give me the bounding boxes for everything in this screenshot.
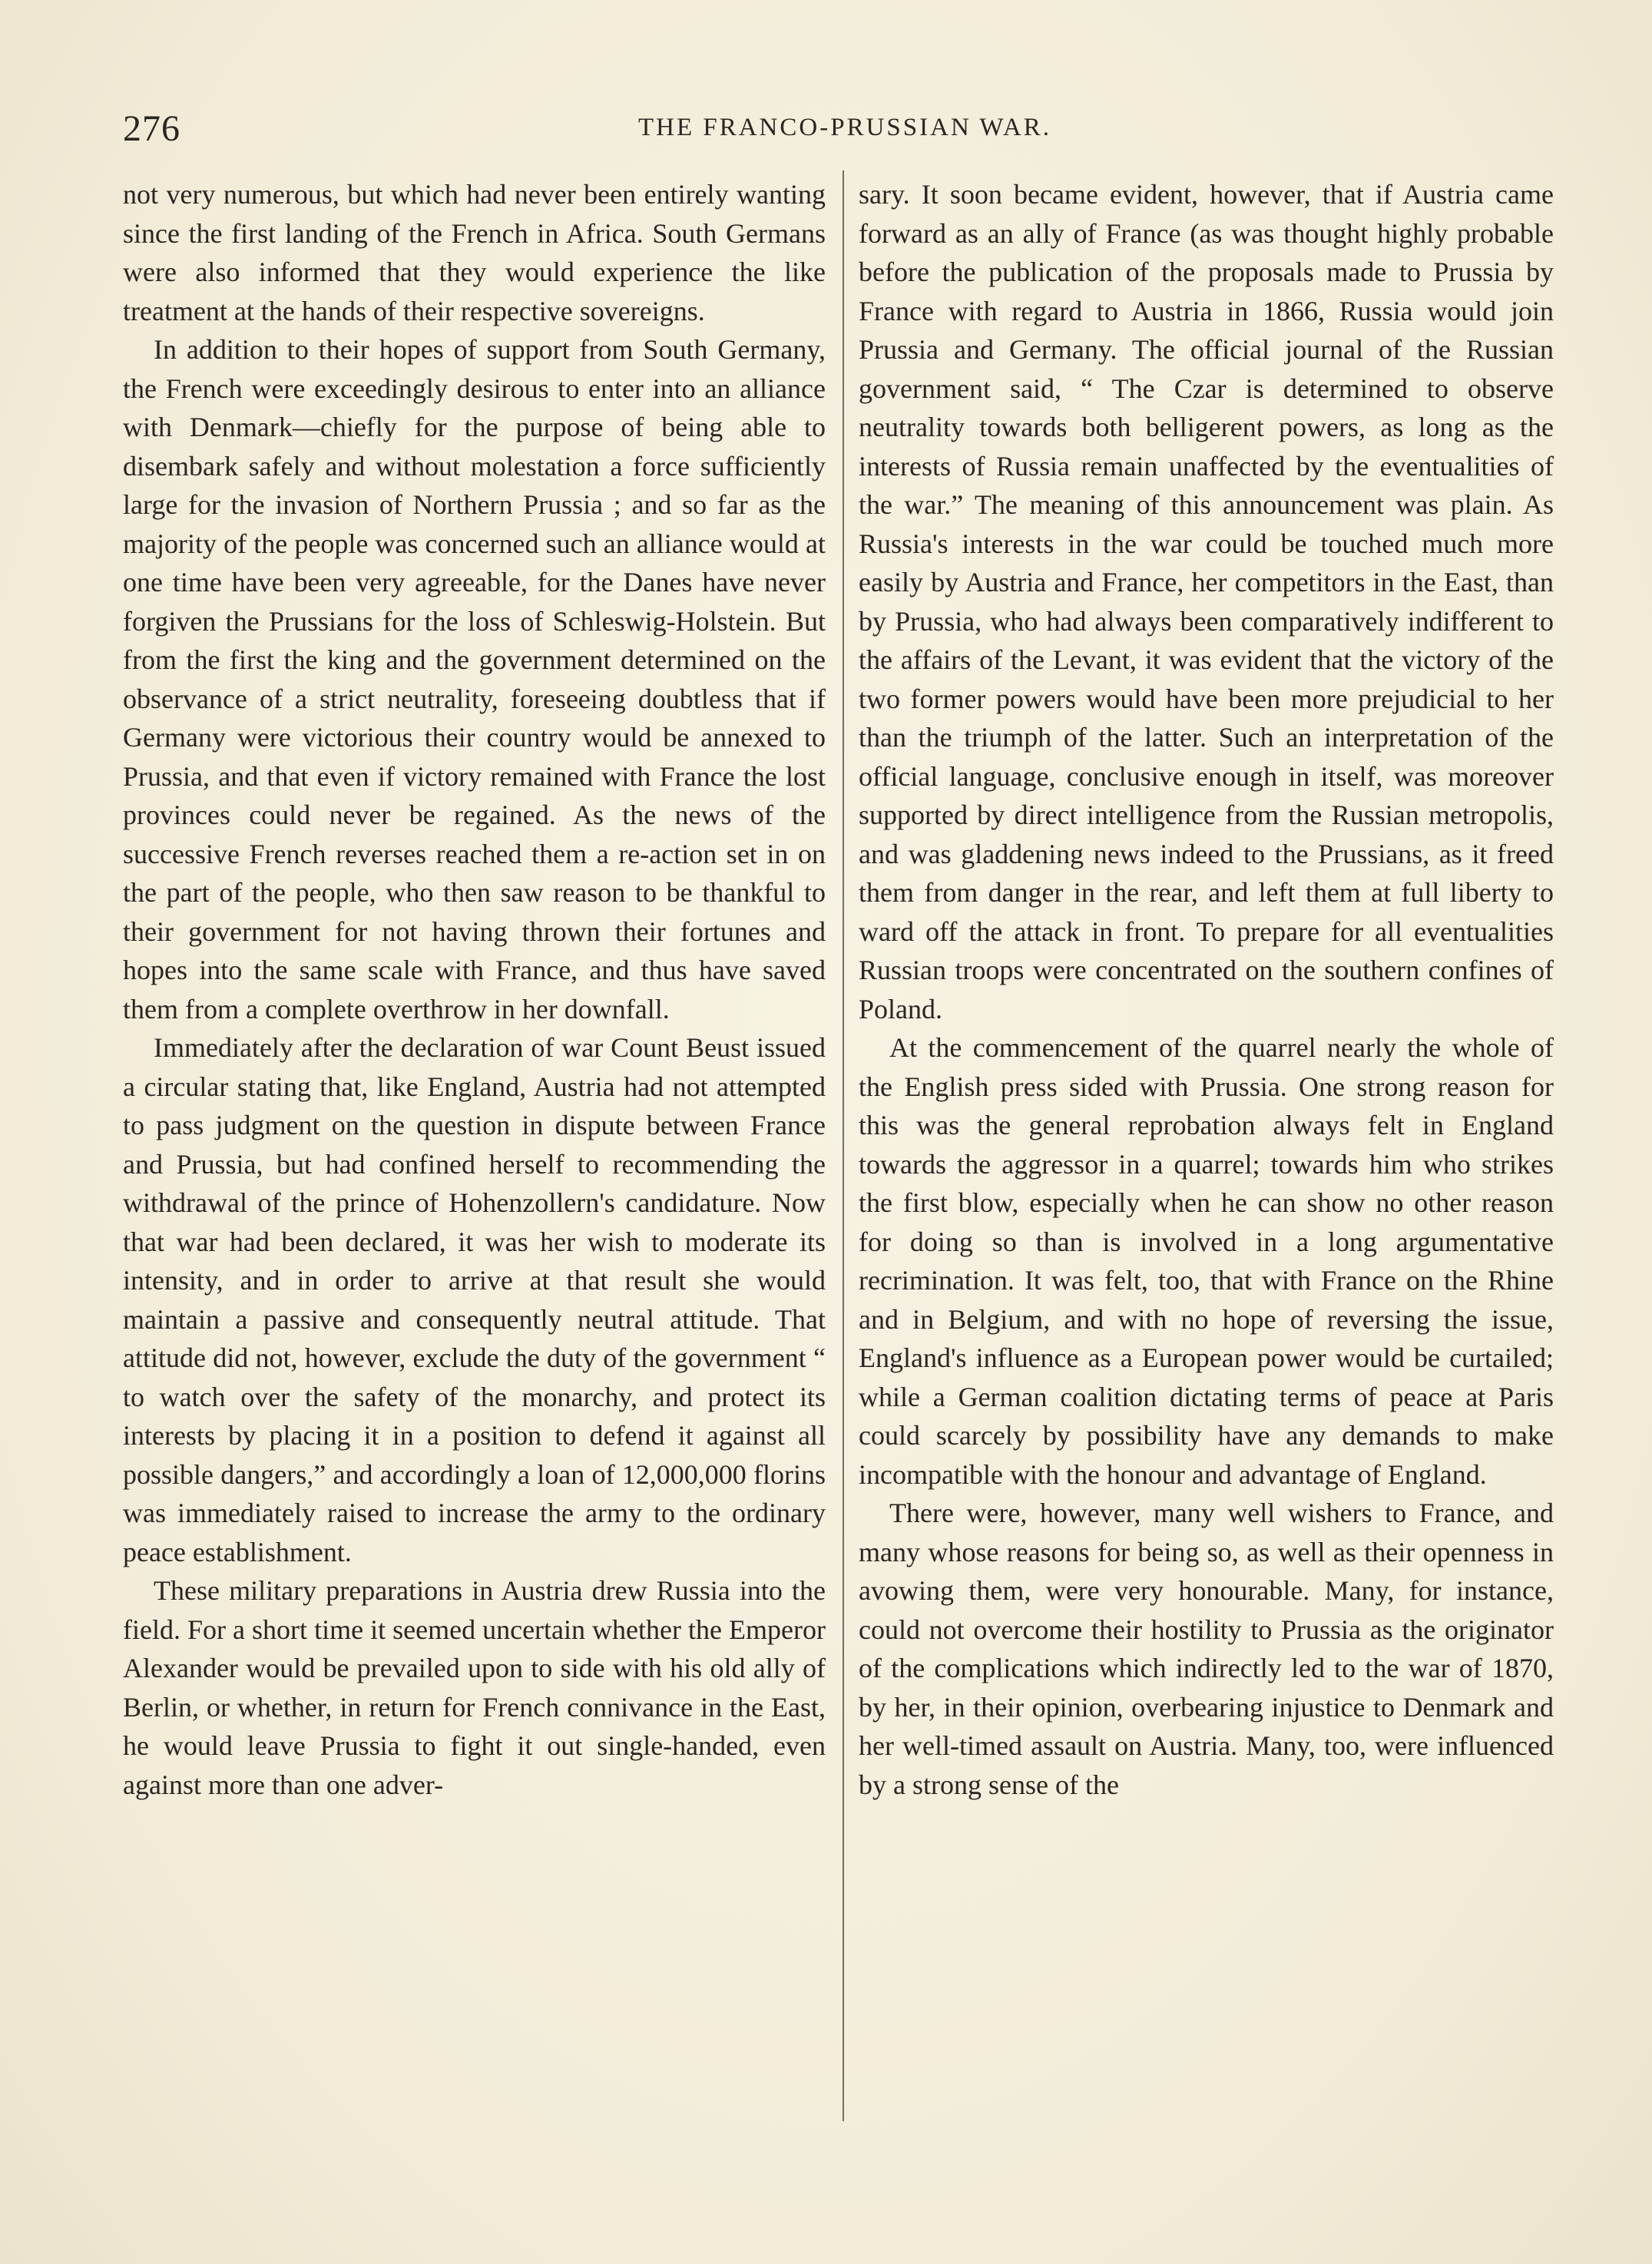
paragraph: There were, however, many well wishers to France, and many whose reasons for being so, as well as their openness in avowing them, were very honourable. Many, for instance, could not overcome their hostility to Prussia as the originator of the complications which indirectly led to the war of 1870, by her, in their opinion, overbearing injustice to Denmark and her well-timed assault on Austria. Many, too, were influenced by a strong sense of the bbox=[859, 1498, 1554, 1800]
right-column bbox=[859, 175, 1554, 1804]
paragraph: sary. It soon became evident, however, that if Austria came forward as an ally of France (as was thought highly probable before the publication of the proposals made to Prussia by France with regard to Austria in 1866, Russia would join Prussia and Germany. The official journal of the Russian government said, “ The Czar is determined to observe neutrality towards both belligerent powers, as long as the interests of Russia remain unaffected by the eventualities of the war.” The meaning of this announcement was plain. As Russia's interests in the war could be touched much more easily by Austria and France, her competitors in the East, than by Prussia, who had always been comparatively indifferent to the affairs of the Levant, it was evident that the victory of the two former powers would have been more prejudicial to her than the triumph of the latter. Such an interpretation of the official language, conclusive enough in itself, was moreover supported by direct intelligence from the Russian metropolis, and was gladdening news indeed to the Prussians, as it freed them from danger in the rear, and left them at full liberty to ward off the attack in front. To prepare for all eventualities Russian troops were concentrated on the southern confines of Poland. bbox=[859, 179, 1554, 1024]
left-column bbox=[123, 175, 826, 1804]
paragraph: In addition to their hopes of support from South Germany, the French were exceedingly desirous to enter into an alliance with Denmark—chiefly for the purpose of being able to disembark safely and without molestation a force sufficiently large for the invasion of Northern Prussia ; and so far as the majority of the people was concerned such an alliance would at one time have been very agreeable, for the Danes have never forgiven the Prussians for the loss of Schleswig-Holstein. But from the first the king and the government determined on the observance of a strict neutrality, foreseeing doubtless that if Germany were victorious their country would be annexed to Prussia, and that even if victory remained with France the lost provinces could never be regained. As the news of the successive French reverses reached them a re-action set in on the part of the people, who then saw reason to be thankful to their government for not having thrown their fortunes and hopes into the same scale with France, and thus have saved them from a complete overthrow in her downfall. bbox=[123, 334, 826, 1024]
paragraph: At the commencement of the quarrel nearly the whole of the English press sided with Prussia. One strong reason for this was the general reprobation always felt in England towards the aggressor in a quarrel; towards him who strikes the first blow, especially when he can show no other reason for doing so than is involved in a long argumentative recrimination. It was felt, too, that with France on the Rhine and in Belgium, and with no hope of reversing the issue, England's influence as a European power would be curtailed; while a German coalition dictating terms of peace at Paris could scarcely by possibility have any demands to make incompatible with the honour and advantage of England. bbox=[859, 1032, 1554, 1490]
paragraph: not very numerous, but which had never been entirely wanting since the first landing of the French in Africa. South Germans were also informed that they would experience the like treatment at the hands of their respective sovereigns. bbox=[123, 179, 826, 326]
page-header bbox=[123, 108, 1567, 161]
column-divider bbox=[843, 170, 844, 2121]
running-title: THE FRANCO-PRUSSIAN WAR. bbox=[637, 114, 1052, 141]
paragraph: Immediately after the declaration of war Count Beust issued a circular stating that, like England, Austria had not attempted to pass judgment on the question in dispute between France and Prussia, but had confined herself to recommending the withdrawal of the prince of Hohenzollern's candidature. Now that war had been declared, it was her wish to moderate its intensity, and in order to arrive at that result she would maintain a passive and consequently neutral attitude. That attitude did not, however, exclude the duty of the government “ to watch over the safety of the monarchy, and protect its interests by placing it in a position to defend it against all possible dangers,” and accordingly a loan of 12,000,000 florins was immediately raised to increase the army to the ordinary peace establishment. bbox=[123, 1032, 826, 1567]
paragraph: These military preparations in Austria drew Russia into the field. For a short time it seemed uncertain whether the Emperor Alexander would be prevailed upon to side with his old ally of Berlin, or whether, in return for French connivance in the East, he would leave Prussia to fight it out single-handed, even against more than one adver- bbox=[123, 1575, 826, 1800]
page-number: 276 bbox=[123, 108, 180, 149]
